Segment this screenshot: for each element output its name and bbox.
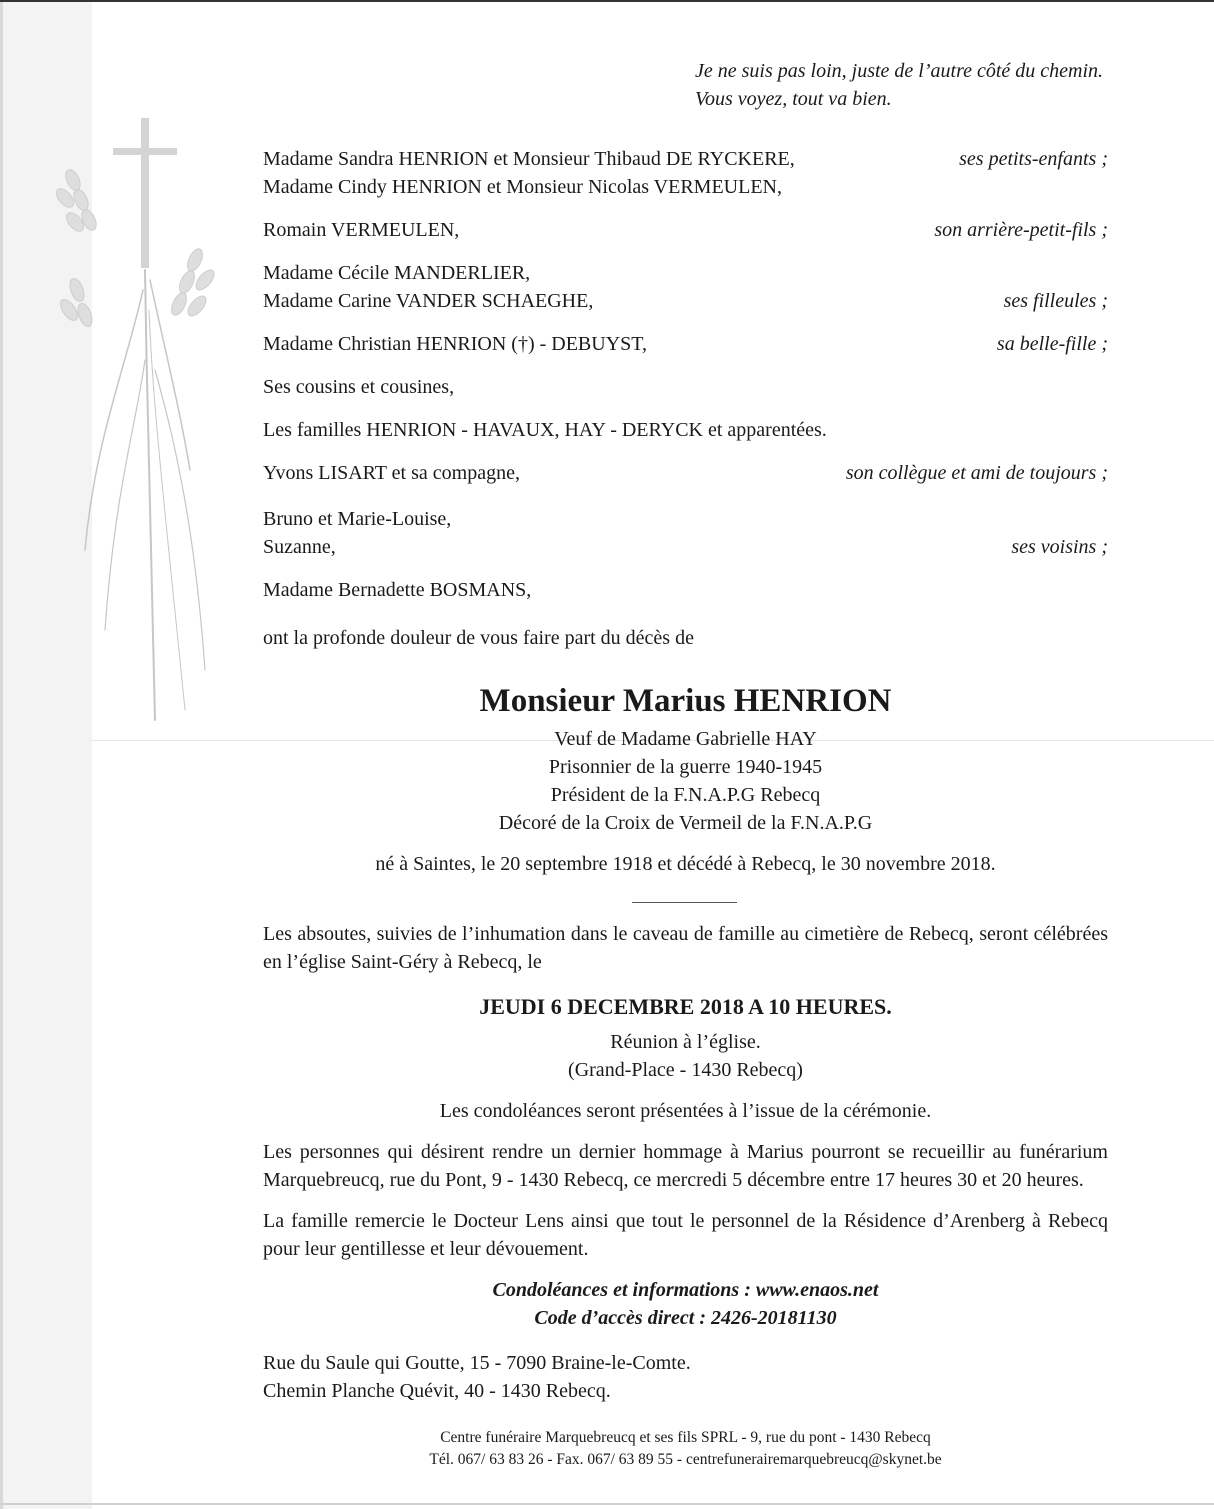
epigraph-line-2: Vous voyez, tout va bien. bbox=[695, 88, 892, 110]
family-name: Madame Bernadette BOSMANS, bbox=[263, 579, 532, 601]
deceased-detail: Décoré de la Croix de Vermeil de la F.N.A.P.G bbox=[498, 812, 873, 834]
ceremony-intro: Les absoutes, suivies de l’inhumation dans le caveau de famille au cimetière de Rebecq, seront célébrées en l’église Saint-Géry à Rebecq, le bbox=[263, 923, 1108, 973]
visit-note: Les personnes qui désirent rendre un dernier hommage à Marius pourront se recueillir au funérarium Marquebreucq, rue du Pont, 9 - 1430 Rebecq, ce mercredi 5 décembre entre 17 heures 30 et 20 heures. bbox=[263, 1141, 1108, 1191]
thanks-note: La famille remercie le Docteur Lens ainsi que tout le personnel de la Résidence d’Arenberg à Rebecq pour leur gentillesse et leur dévouement. bbox=[263, 1210, 1108, 1260]
family-relation: ses voisins ; bbox=[1011, 536, 1108, 558]
condolences-note: Les condoléances seront présentées à l’issue de la cérémonie. bbox=[439, 1100, 932, 1122]
top-border bbox=[0, 0, 1214, 2]
family-name: Yvons LISART et sa compagne, bbox=[263, 462, 520, 484]
family-relation: sa belle-fille ; bbox=[996, 333, 1108, 355]
life-dates: né à Saintes, le 20 septembre 1918 et décédé à Rebecq, le 30 novembre 2018. bbox=[375, 853, 996, 875]
deceased-name: Monsieur Marius HENRION bbox=[479, 683, 892, 719]
family-name: Bruno et Marie-Louise, bbox=[263, 508, 452, 530]
epigraph-line-1: Je ne suis pas loin, juste de l’autre côté du chemin. bbox=[695, 60, 1104, 82]
online-info: Condoléances et informations : www.enaos.net bbox=[492, 1279, 879, 1301]
family-relation: ses filleules ; bbox=[1003, 290, 1108, 312]
separator bbox=[632, 902, 737, 903]
church-address: (Grand-Place - 1430 Rebecq) bbox=[568, 1059, 803, 1081]
family-relation: son arrière-petit-fils ; bbox=[934, 219, 1108, 241]
family-relation: son collègue et ami de toujours ; bbox=[845, 462, 1108, 484]
family-name: Ses cousins et cousines, bbox=[263, 376, 455, 398]
ceremony-date: JEUDI 6 DECEMBRE 2018 A 10 HEURES. bbox=[479, 994, 892, 1019]
family-name: Romain VERMEULEN, bbox=[263, 219, 460, 241]
cross-wheat-icon bbox=[55, 110, 225, 730]
announcement: ont la profonde douleur de vous faire part du décès de bbox=[263, 627, 694, 649]
deceased-detail: Président de la F.N.A.P.G Rebecq bbox=[550, 784, 821, 806]
deceased-detail: Prisonnier de la guerre 1940-1945 bbox=[548, 756, 823, 778]
access-code: Code d’accès direct : 2426-20181130 bbox=[534, 1307, 837, 1329]
meeting-place: Réunion à l’église. bbox=[610, 1031, 761, 1053]
funeral-home-contact: Tél. 067/ 63 83 26 - Fax. 067/ 63 89 55 - centrefunerairemarquebreucq@skynet.be bbox=[429, 1451, 942, 1468]
bottom-border bbox=[0, 1503, 1214, 1505]
deceased-detail: Veuf de Madame Gabrielle HAY bbox=[554, 728, 817, 750]
family-name: Suzanne, bbox=[263, 536, 336, 558]
family-name: Madame Carine VANDER SCHAEGHE, bbox=[263, 290, 594, 312]
family-name: Madame Cindy HENRION et Monsieur Nicolas VERMEULEN, bbox=[263, 176, 783, 198]
family-address: Rue du Saule qui Goutte, 15 - 7090 Braine-le-Comte. bbox=[263, 1352, 691, 1374]
family-relation: ses petits-enfants ; bbox=[959, 148, 1108, 170]
family-address: Chemin Planche Quévit, 40 - 1430 Rebecq. bbox=[263, 1380, 611, 1402]
family-name: Madame Sandra HENRION et Monsieur Thibaud DE RYCKERE, bbox=[263, 148, 795, 170]
family-name: Madame Christian HENRION (†) - DEBUYST, bbox=[263, 333, 648, 355]
family-name: Madame Cécile MANDERLIER, bbox=[263, 262, 531, 284]
funeral-home-line: Centre funéraire Marquebreucq et ses fils SPRL - 9, rue du pont - 1430 Rebecq bbox=[440, 1429, 931, 1446]
left-edge bbox=[0, 0, 3, 1509]
family-name: Les familles HENRION - HAVAUX, HAY - DERYCK et apparentées. bbox=[263, 419, 827, 441]
